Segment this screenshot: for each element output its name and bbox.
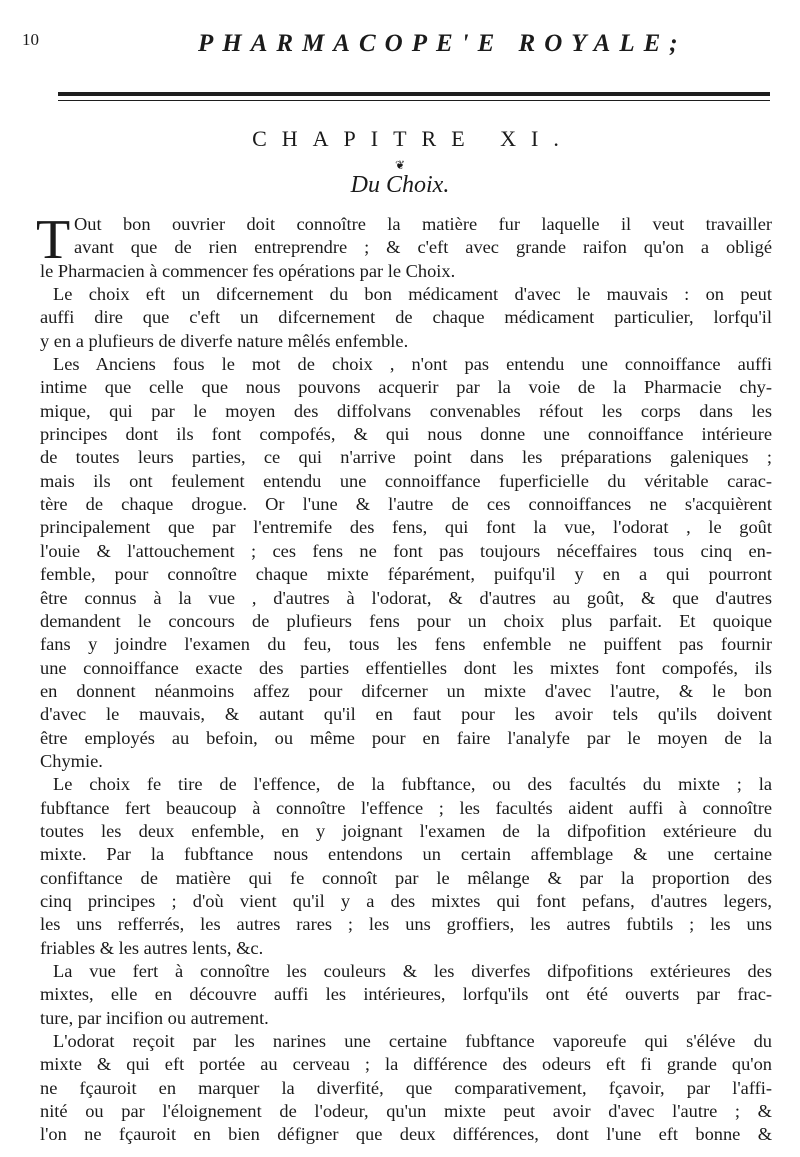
text-line: avant que de rien entreprendre ; & c'eft avec grande raifon qu'on a obligé: [74, 237, 772, 258]
text-line: Out bon ouvrier doit connoître la matière fur laquelle il veut travailler: [74, 214, 772, 234]
text-line: fubftance fert beaucoup à connoître l'effence ; les facultés aident auffi à connoître: [40, 797, 772, 818]
text-line: de toutes leurs parties, ce qui n'arrive point dans les préparations galeniques ;: [40, 447, 772, 468]
text-line: Le choix fe tire de l'effence, de la fubftance, ou des facultés du mixte ; la: [53, 774, 772, 795]
text-line: nité ou par l'éloignement de l'odeur, qu'un mixte peut avoir d'avec l'autre ; &: [40, 1101, 772, 1122]
text-line: mixte. Par la fubftance nous entendons un certain affemblage & une certaine: [40, 844, 772, 865]
text-line: mique, qui par le moyen des diffolvans convenables réfout les corps dans les: [40, 400, 772, 421]
text-line: le Pharmacien à commencer fes opérations par le Choix.: [40, 260, 456, 281]
text-line: y en a plufieurs de diverfe nature mêlés enfemble.: [40, 330, 409, 351]
text-line: une connoiffance exacte des parties effentielles dont les mixtes font compofés, ils: [40, 657, 772, 678]
text-line: mais ils ont feulement entendu une connoiffance fuperficielle du véritable carac-: [40, 470, 772, 491]
section-title: Du Choix.: [350, 172, 450, 198]
text-line: intime que celle que nous pouvons acquerir par la voie de la Pharmacie chy-: [40, 377, 772, 398]
text-line: friables & les autres lents, &c.: [40, 937, 264, 958]
text-line: demandent le concours de plufieurs fens pour un choix plus parfait. Et quoique: [40, 610, 772, 631]
header-rule-thin: [58, 100, 770, 101]
running-head: PHARMACOPE'E ROYALE;: [198, 30, 687, 57]
text-line: principalement que par l'entremife des fens, qui font la vue, l'odorat , le goût: [40, 517, 772, 538]
text-line: fans y joindre l'examen du feu, tous les fens enfemble ne puiffent pas fournir: [40, 634, 772, 655]
text-line: mixte & qui eft portée au cerveau ; la différence des odeurs eft fi grande qu'on: [40, 1054, 772, 1075]
text-line: La vue fert à connoître les couleurs & les diverfes difpofitions extérieures des: [53, 961, 772, 981]
text-line: principes dont ils font compofés, & qui nous donne une connoiffance intérieure: [40, 424, 772, 445]
header-rule-thick: [58, 92, 770, 96]
drop-cap: T: [36, 209, 71, 271]
text-line: en donnent néanmoins affez pour difcerner un mixte d'avec l'autre, & le bon: [40, 680, 772, 701]
text-line: ne fçauroit en marquer la diverfité, que comparativement, fçavoir, par l'affi-: [40, 1077, 772, 1098]
text-line: mixtes, elle en découvre auffi les intérieures, lorfqu'ils ont été ouverts par frac-: [40, 984, 772, 1005]
text-line: les uns refferrés, les autres rares ; les uns groffiers, les autres fubtils ; les uns: [40, 914, 772, 935]
body-text: [40, 213, 772, 1147]
chapter-title: CHAPITRE XI.: [252, 126, 574, 151]
text-line: d'avec le mauvais, & autant qu'il en faut pour les avoir tels qu'ils doivent: [40, 704, 772, 725]
text-line: être employés au befoin, ou même pour en faire l'analyfe par le moyen de la: [40, 727, 772, 748]
text-line: tère de chaque drogue. Or l'une & l'autre de ces connoiffances ne s'acquièrent: [40, 494, 772, 515]
text-line: Le choix eft un difcernement du bon médicament d'avec le mauvais : on peut: [53, 284, 772, 305]
text-line: L'odorat reçoit par les narines une certaine fubftance vaporeufe qui s'éléve du: [53, 1031, 772, 1052]
page-number: 10: [22, 30, 39, 49]
text-line: confiftance de matière qui fe connoît par le mêlange & par la proportion des: [40, 867, 772, 888]
text-line: auffi dire que c'eft un difcernement de chaque médicament particulier, lorfqu'il: [40, 307, 772, 328]
text-line: être connus à la vue , d'autres à l'odorat, & d'autres au goût, & que d'autres: [40, 587, 772, 608]
text-line: l'on ne fçauroit en bien défigner que deux différences, dont l'une eft bonne &: [40, 1124, 772, 1145]
text-line: toutes les deux enfemble, en y joignant l'examen de la difpofition extérieure du: [40, 820, 772, 841]
text-line: l'ouie & l'attouchement ; ces fens ne font pas toujours néceffaires tous cinq en-: [40, 540, 772, 561]
text-line: Chymie.: [40, 750, 103, 771]
text-line: femble, pour connoître chaque mixte féparément, puifqu'il y en a qui pourront: [40, 564, 772, 585]
ornament-icon: ❦: [394, 158, 406, 172]
text-line: Les Anciens fous le mot de choix , n'ont pas entendu une connoiffance auffi: [53, 354, 772, 375]
text-line: ture, par incifion ou autrement.: [40, 1007, 269, 1028]
text-line: cinq principes ; d'où vient qu'il y a des mixtes qui font pefans, d'autres legers,: [40, 890, 772, 911]
